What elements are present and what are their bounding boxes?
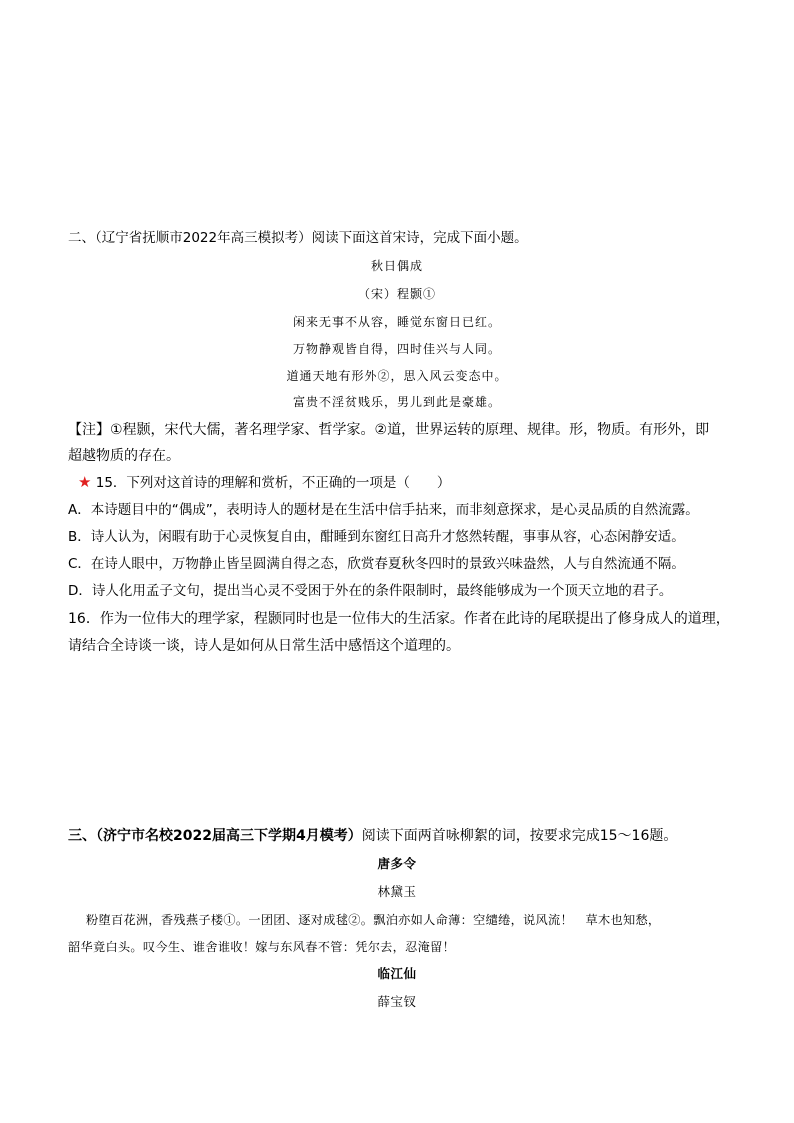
poem-line-1: 闲来无事不从容，睡觉东窗日已红。	[292, 315, 501, 329]
poem1-line-2: 韶华竟白头。叹今生、谁舍谁收！嫁与东风春不管：凭尔去，忍淹留！	[68, 940, 456, 954]
option-c: C．在诗人眼中，万物静止皆呈圆满自得之态，欣赏春夏秋冬四时的景致兴味盎然，人与自然流通不隔。	[68, 556, 685, 572]
question-15-text: 15．下列对这首诗的理解和赏析，不正确的一项是（ ）	[95, 475, 451, 491]
poem1-author: 林黛玉	[377, 884, 417, 899]
poem1-title: 唐多令	[377, 856, 417, 871]
option-b: B．诗人认为，闲暇有助于心灵恢复自由，酣睡到东窗红日高升才悠然转醒，事事从容，心态闲静安适。	[68, 529, 685, 545]
option-d: D．诗人化用孟子文句，提出当心灵不受困于外在的条件限制时，最终能够成为一个顶天立地的君子。	[68, 583, 673, 599]
section3-header	[68, 826, 677, 846]
question-16-line-2: 请结合全诗谈一谈，诗人是如何从日常生活中感悟这个道理的。	[68, 638, 460, 654]
poem2-author: 薛宝钗	[377, 994, 417, 1009]
poem-line-3: 道通天地有形外②，思入风云变态中。	[286, 369, 508, 383]
poem-line-4: 富贵不淫贫贱乐，男儿到此是豪雄。	[292, 395, 501, 409]
note-line-1: 【注】①程颢，宋代大儒，著名理学家、哲学家。②道，世界运转的原理、规律。形，物质。有形外，即	[68, 422, 710, 438]
question-16-line-1: 16．作为一位伟大的理学家，程颢同时也是一位伟大的生活家。作者在此诗的尾联提出了修身成人的道理，	[68, 611, 730, 627]
poem-line-2: 万物静观皆自得，四时佳兴与人同。	[292, 342, 501, 356]
poem-author: （宋）程颢①	[357, 287, 436, 301]
star-icon: ★	[78, 473, 92, 491]
poem2-title: 临江仙	[377, 966, 417, 981]
section3-header-instruction: 阅读下面两首咏柳絮的词，按要求完成15～16题。	[361, 828, 678, 844]
option-a: A．本诗题目中的“偶成”，表明诗人的题材是在生活中信手拈来，而非刻意探求，是心灵品质的自然流露。	[68, 502, 699, 518]
question-15	[78, 472, 450, 493]
section3-header-source: 三、（济宁市名校2022届高三下学期4月模考）	[68, 828, 362, 844]
poem-title: 秋日偶成	[370, 259, 423, 273]
poem1-line-1: 粉堕百花洲，香残燕子楼①。一团团、逐对成毬②。飘泊亦如人命薄：空缱绻，说风流！ 草木也知愁，	[86, 913, 661, 927]
note-line-2: 超越物质的存在。	[68, 448, 180, 464]
section2-header: 二、（辽宁省抚顺市2022年高三模拟考）阅读下面这首宋诗，完成下面小题。	[68, 230, 528, 246]
